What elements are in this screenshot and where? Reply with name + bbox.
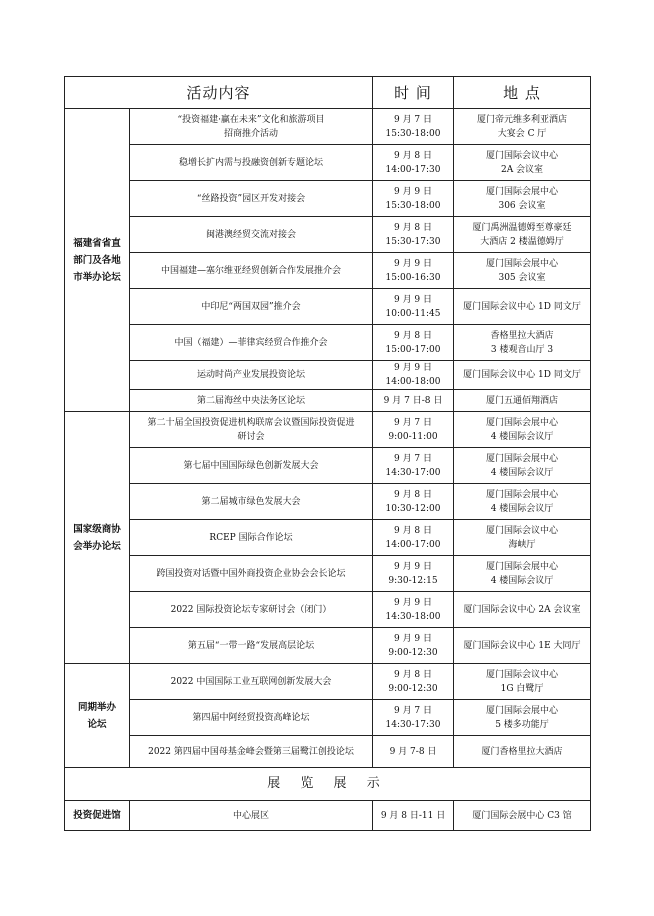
time-cell <box>373 181 454 217</box>
place-cell <box>454 109 591 145</box>
cell-text-line: 9:00-11:00 <box>388 431 438 442</box>
time-cell <box>373 289 454 325</box>
activity-cell <box>130 484 373 520</box>
cell-text-line: 厦门国际会议中心 1E 大同厅 <box>463 640 581 651</box>
cell-text-line: 9 月 9 日 <box>393 597 433 608</box>
cell-text-line: 305 会议室 <box>498 272 546 283</box>
table-row <box>65 628 591 664</box>
place-cell <box>454 520 591 556</box>
cell-text-line: 9 月 9 日 <box>393 633 433 644</box>
cell-text-line: 部门及各地 <box>73 254 121 266</box>
cell-text-line: 15:00-17:00 <box>385 344 441 355</box>
place-cell <box>454 325 591 361</box>
exhibition-title-row <box>65 768 591 801</box>
cell-text-line: 3 楼观音山厅 3 <box>490 344 554 355</box>
table-row <box>65 736 591 768</box>
cell-text-line: 14:00-18:00 <box>385 377 441 387</box>
place-cell <box>454 289 591 325</box>
table-row <box>65 484 591 520</box>
table-row <box>65 325 591 361</box>
place-cell <box>454 181 591 217</box>
cell-text-line: 运动时尚产业发展投资论坛 <box>197 370 306 380</box>
cell-text-line: 跨国投资对话暨中国外商投资企业协会会长论坛 <box>156 568 346 579</box>
activity-cell <box>130 628 373 664</box>
cell-text-line: 中国（福建）—菲律宾经贸合作推介会 <box>174 337 328 348</box>
cell-text-line: 研讨会 <box>237 431 265 442</box>
cell-text-line: 厦门香格里拉大酒店 <box>481 746 563 757</box>
cell-text-line: 9 月 9 日 <box>393 258 433 269</box>
time-cell <box>373 592 454 628</box>
time-cell <box>373 448 454 484</box>
cell-text-line: 闽港澳经贸交流对接会 <box>206 229 297 240</box>
activity-cell <box>130 736 373 768</box>
cell-text-line: 9:00-12:30 <box>388 683 438 694</box>
table-row <box>65 253 591 289</box>
activity-cell <box>130 109 373 145</box>
cell-text-line: 厦门国际会议中心 <box>486 669 559 680</box>
cell-text-line: 9 月 8 日 <box>393 330 433 341</box>
cell-text-line: 国家级商协 <box>73 523 121 535</box>
cell-text-line: 2022 第四届中国母基金峰会暨第三届鹭江创投论坛 <box>148 746 354 757</box>
place-cell <box>454 145 591 181</box>
cell-text-line: 厦门国际会展中心 <box>486 561 559 572</box>
activity-cell <box>130 412 373 448</box>
cell-text-line: 9 月 9 日 <box>393 294 433 305</box>
table-row <box>65 289 591 325</box>
cell-text-line: 稳增长扩内需与投融资创新专题论坛 <box>179 157 324 168</box>
cell-text-line: 会举办论坛 <box>73 540 121 552</box>
cell-text-line: 14:00-17:30 <box>385 164 441 175</box>
cell-text-line: 第二届城市绿色发展大会 <box>201 496 301 507</box>
cell-text-line: 9 月 8 日 <box>393 150 433 161</box>
time-cell <box>373 700 454 736</box>
cell-text-line: 9 月 8 日 <box>393 489 433 500</box>
cell-text-line: 9 月 7 日 <box>393 417 433 428</box>
cell-text-line: 厦门五通佰翔酒店 <box>486 395 559 406</box>
time-cell <box>373 109 454 145</box>
table-row <box>65 664 591 700</box>
cell-text-line: 2A 会议室 <box>500 164 544 175</box>
cell-text-line: 2022 国际投资论坛专家研讨会（闭门） <box>170 604 332 615</box>
cell-text-line: 15:30-17:30 <box>385 236 441 247</box>
cell-text-line: 306 会议室 <box>498 200 546 211</box>
place-cell <box>454 361 591 390</box>
cell-text-line: 9:00-12:30 <box>388 647 438 658</box>
cell-text-line: 4 楼国际会议厅 <box>490 467 554 478</box>
cell-text-line: 第七届中国国际绿色创新发展大会 <box>183 460 319 471</box>
table-header-row <box>65 77 591 109</box>
activity-cell <box>130 448 373 484</box>
place-cell <box>454 628 591 664</box>
cell-text-line: 厦门国际会议中心 1D 同文厅 <box>463 370 581 380</box>
cell-text-line: 14:30-17:00 <box>385 467 441 478</box>
cell-text-line: 厦门国际会展中心 <box>486 453 559 464</box>
event-schedule-document <box>64 76 590 831</box>
place-cell <box>454 448 591 484</box>
cell-text-line: 9 月 7-8 日 <box>389 746 437 757</box>
cell-text-line: 厦门国际会展中心 <box>486 489 559 500</box>
activity-cell <box>130 145 373 181</box>
time-cell <box>373 520 454 556</box>
cell-text-line: 市举办论坛 <box>73 271 121 283</box>
table-row <box>65 181 591 217</box>
cell-text-line: 厦门国际会议中心 1D 同文厅 <box>463 301 581 312</box>
cell-text-line: 论坛 <box>87 718 107 730</box>
cell-text-line: 15:30-18:00 <box>385 200 441 211</box>
cell-text-line: 第四届中阿经贸投资高峰论坛 <box>192 712 310 723</box>
table-row <box>65 592 591 628</box>
cell-text-line: 福建省省直 <box>73 237 121 249</box>
place-cell <box>454 253 591 289</box>
table-row <box>65 700 591 736</box>
cell-text-line: 1G 白鹭厅 <box>500 683 544 694</box>
cell-text-line: 招商推介活动 <box>224 128 279 139</box>
cell-text-line: 9 月 7 日 <box>393 705 433 716</box>
table-row <box>65 448 591 484</box>
place-cell <box>454 412 591 448</box>
time-cell <box>373 217 454 253</box>
activity-cell <box>130 700 373 736</box>
cell-text-line: 第五届“一带一路“发展高层论坛 <box>187 640 315 651</box>
cell-text-line: 中国福建—塞尔维亚经贸创新合作发展推介会 <box>161 265 342 276</box>
cell-text-line: 厦门国际会议中心 <box>486 525 559 536</box>
cell-text-line: 香格里拉大酒店 <box>490 330 554 341</box>
place-cell <box>454 556 591 592</box>
time-cell <box>373 664 454 700</box>
activity-cell <box>130 520 373 556</box>
cell-text-line: 第二届海丝中央法务区论坛 <box>197 395 306 406</box>
cell-text-line: 厦门国际会展中心 <box>486 258 559 269</box>
schedule-table <box>64 76 591 831</box>
cell-text-line: 5 楼多功能厅 <box>495 719 549 730</box>
cell-text-line: 10:00-11:45 <box>385 308 441 319</box>
cell-text-line: 厦门国际会议中心 2A 会议室 <box>463 604 581 615</box>
cell-text-line: “丝路投资”园区开发对接会 <box>196 193 306 204</box>
activity-cell <box>130 361 373 390</box>
time-cell <box>373 736 454 768</box>
cell-text-line: 4 楼国际会议厅 <box>490 503 554 514</box>
cell-text-line: 14:30-18:00 <box>385 611 441 622</box>
activity-cell <box>130 592 373 628</box>
cell-text-line: 14:30-17:30 <box>385 719 441 730</box>
cell-text-line: 9 月 9 日 <box>393 561 433 572</box>
exhibition-category: 投资促进馆 <box>65 801 130 831</box>
table-row <box>65 412 591 448</box>
header-place: 地 点 <box>454 77 591 109</box>
cell-text-line: 2022 中国国际工业互联网创新发展大会 <box>170 676 332 687</box>
activity-cell <box>130 556 373 592</box>
cell-text-line: 9 月 7 日-8 日 <box>383 395 443 406</box>
table-row <box>65 361 591 390</box>
cell-text-line: 同期举办 <box>77 701 116 713</box>
table-row <box>65 217 591 253</box>
cell-text-line: 9 月 9 日 <box>393 186 433 197</box>
time-cell <box>373 390 454 412</box>
group-label-national-associations <box>65 412 130 664</box>
cell-text-line: 第二十届全国投资促进机构联席会议暨国际投资促进 <box>147 417 355 428</box>
cell-text-line: 9 月 8 日 <box>393 525 433 536</box>
cell-text-line: 15:00-16:30 <box>385 272 441 283</box>
cell-text-line: 厦门帝元维多利亚酒店 <box>477 114 568 125</box>
cell-text-line: 4 楼国际会议厅 <box>490 575 554 586</box>
cell-text-line: 9 月 8 日 <box>393 669 433 680</box>
time-cell <box>373 361 454 390</box>
activity-cell <box>130 289 373 325</box>
cell-text-line: 中印尼“两国双园”推介会 <box>201 301 301 312</box>
time-cell <box>373 556 454 592</box>
place-cell <box>454 217 591 253</box>
cell-text-line: 9 月 7 日 <box>393 453 433 464</box>
group-label-concurrent <box>65 664 130 768</box>
header-time: 时 间 <box>373 77 454 109</box>
place-cell <box>454 592 591 628</box>
activity-cell <box>130 181 373 217</box>
cell-text-line: 厦门国际会展中心 <box>486 186 559 197</box>
time-cell <box>373 484 454 520</box>
cell-text-line: 大宴会 C 厅 <box>497 128 547 139</box>
cell-text-line: 14:00-17:00 <box>385 539 441 550</box>
time-cell <box>373 145 454 181</box>
place-cell <box>454 390 591 412</box>
table-row <box>65 109 591 145</box>
table-row <box>65 390 591 412</box>
place-cell <box>454 484 591 520</box>
place-cell <box>454 700 591 736</box>
cell-text-line: 厦门国际会议中心 <box>486 150 559 161</box>
activity-cell <box>130 217 373 253</box>
activity-cell <box>130 390 373 412</box>
activity-cell <box>130 253 373 289</box>
cell-text-line: 4 楼国际会议厅 <box>490 431 554 442</box>
exhibition-title: 展 览 展 示 <box>65 768 591 801</box>
cell-text-line: “投资福建·赢在未来”文化和旅游项目 <box>177 114 325 125</box>
table-row <box>65 556 591 592</box>
cell-text-line: 厦门禹洲温德姆至尊豪廷 <box>472 222 572 233</box>
time-cell <box>373 325 454 361</box>
exhibition-place: 厦门国际会展中心 C3 馆 <box>454 801 591 831</box>
table-row <box>65 145 591 181</box>
cell-text-line: RCEP 国际合作论坛 <box>209 532 293 543</box>
activity-cell <box>130 325 373 361</box>
time-cell <box>373 628 454 664</box>
cell-text-line: 大酒店 2 楼温德姆厅 <box>480 236 564 247</box>
cell-text-line: 9 月 8 日 <box>393 222 433 233</box>
header-activity: 活动内容 <box>65 77 373 109</box>
exhibition-activity: 中心展区 <box>130 801 373 831</box>
cell-text-line: 海峡厅 <box>508 539 536 550</box>
time-cell <box>373 253 454 289</box>
place-cell <box>454 736 591 768</box>
table-row <box>65 801 591 831</box>
cell-text-line: 厦门国际会展中心 <box>486 705 559 716</box>
exhibition-time: 9 月 8 日-11 日 <box>373 801 454 831</box>
cell-text-line: 9 月 9 日 <box>393 363 433 373</box>
cell-text-line: 9:30-12:15 <box>388 575 438 586</box>
table-row <box>65 520 591 556</box>
cell-text-line: 厦门国际会展中心 <box>486 417 559 428</box>
activity-cell <box>130 664 373 700</box>
place-cell <box>454 664 591 700</box>
group-label-provincial <box>65 109 130 412</box>
cell-text-line: 9 月 7 日 <box>393 114 433 125</box>
time-cell <box>373 412 454 448</box>
cell-text-line: 10:30-12:00 <box>385 503 441 514</box>
cell-text-line: 15:30-18:00 <box>385 128 441 139</box>
